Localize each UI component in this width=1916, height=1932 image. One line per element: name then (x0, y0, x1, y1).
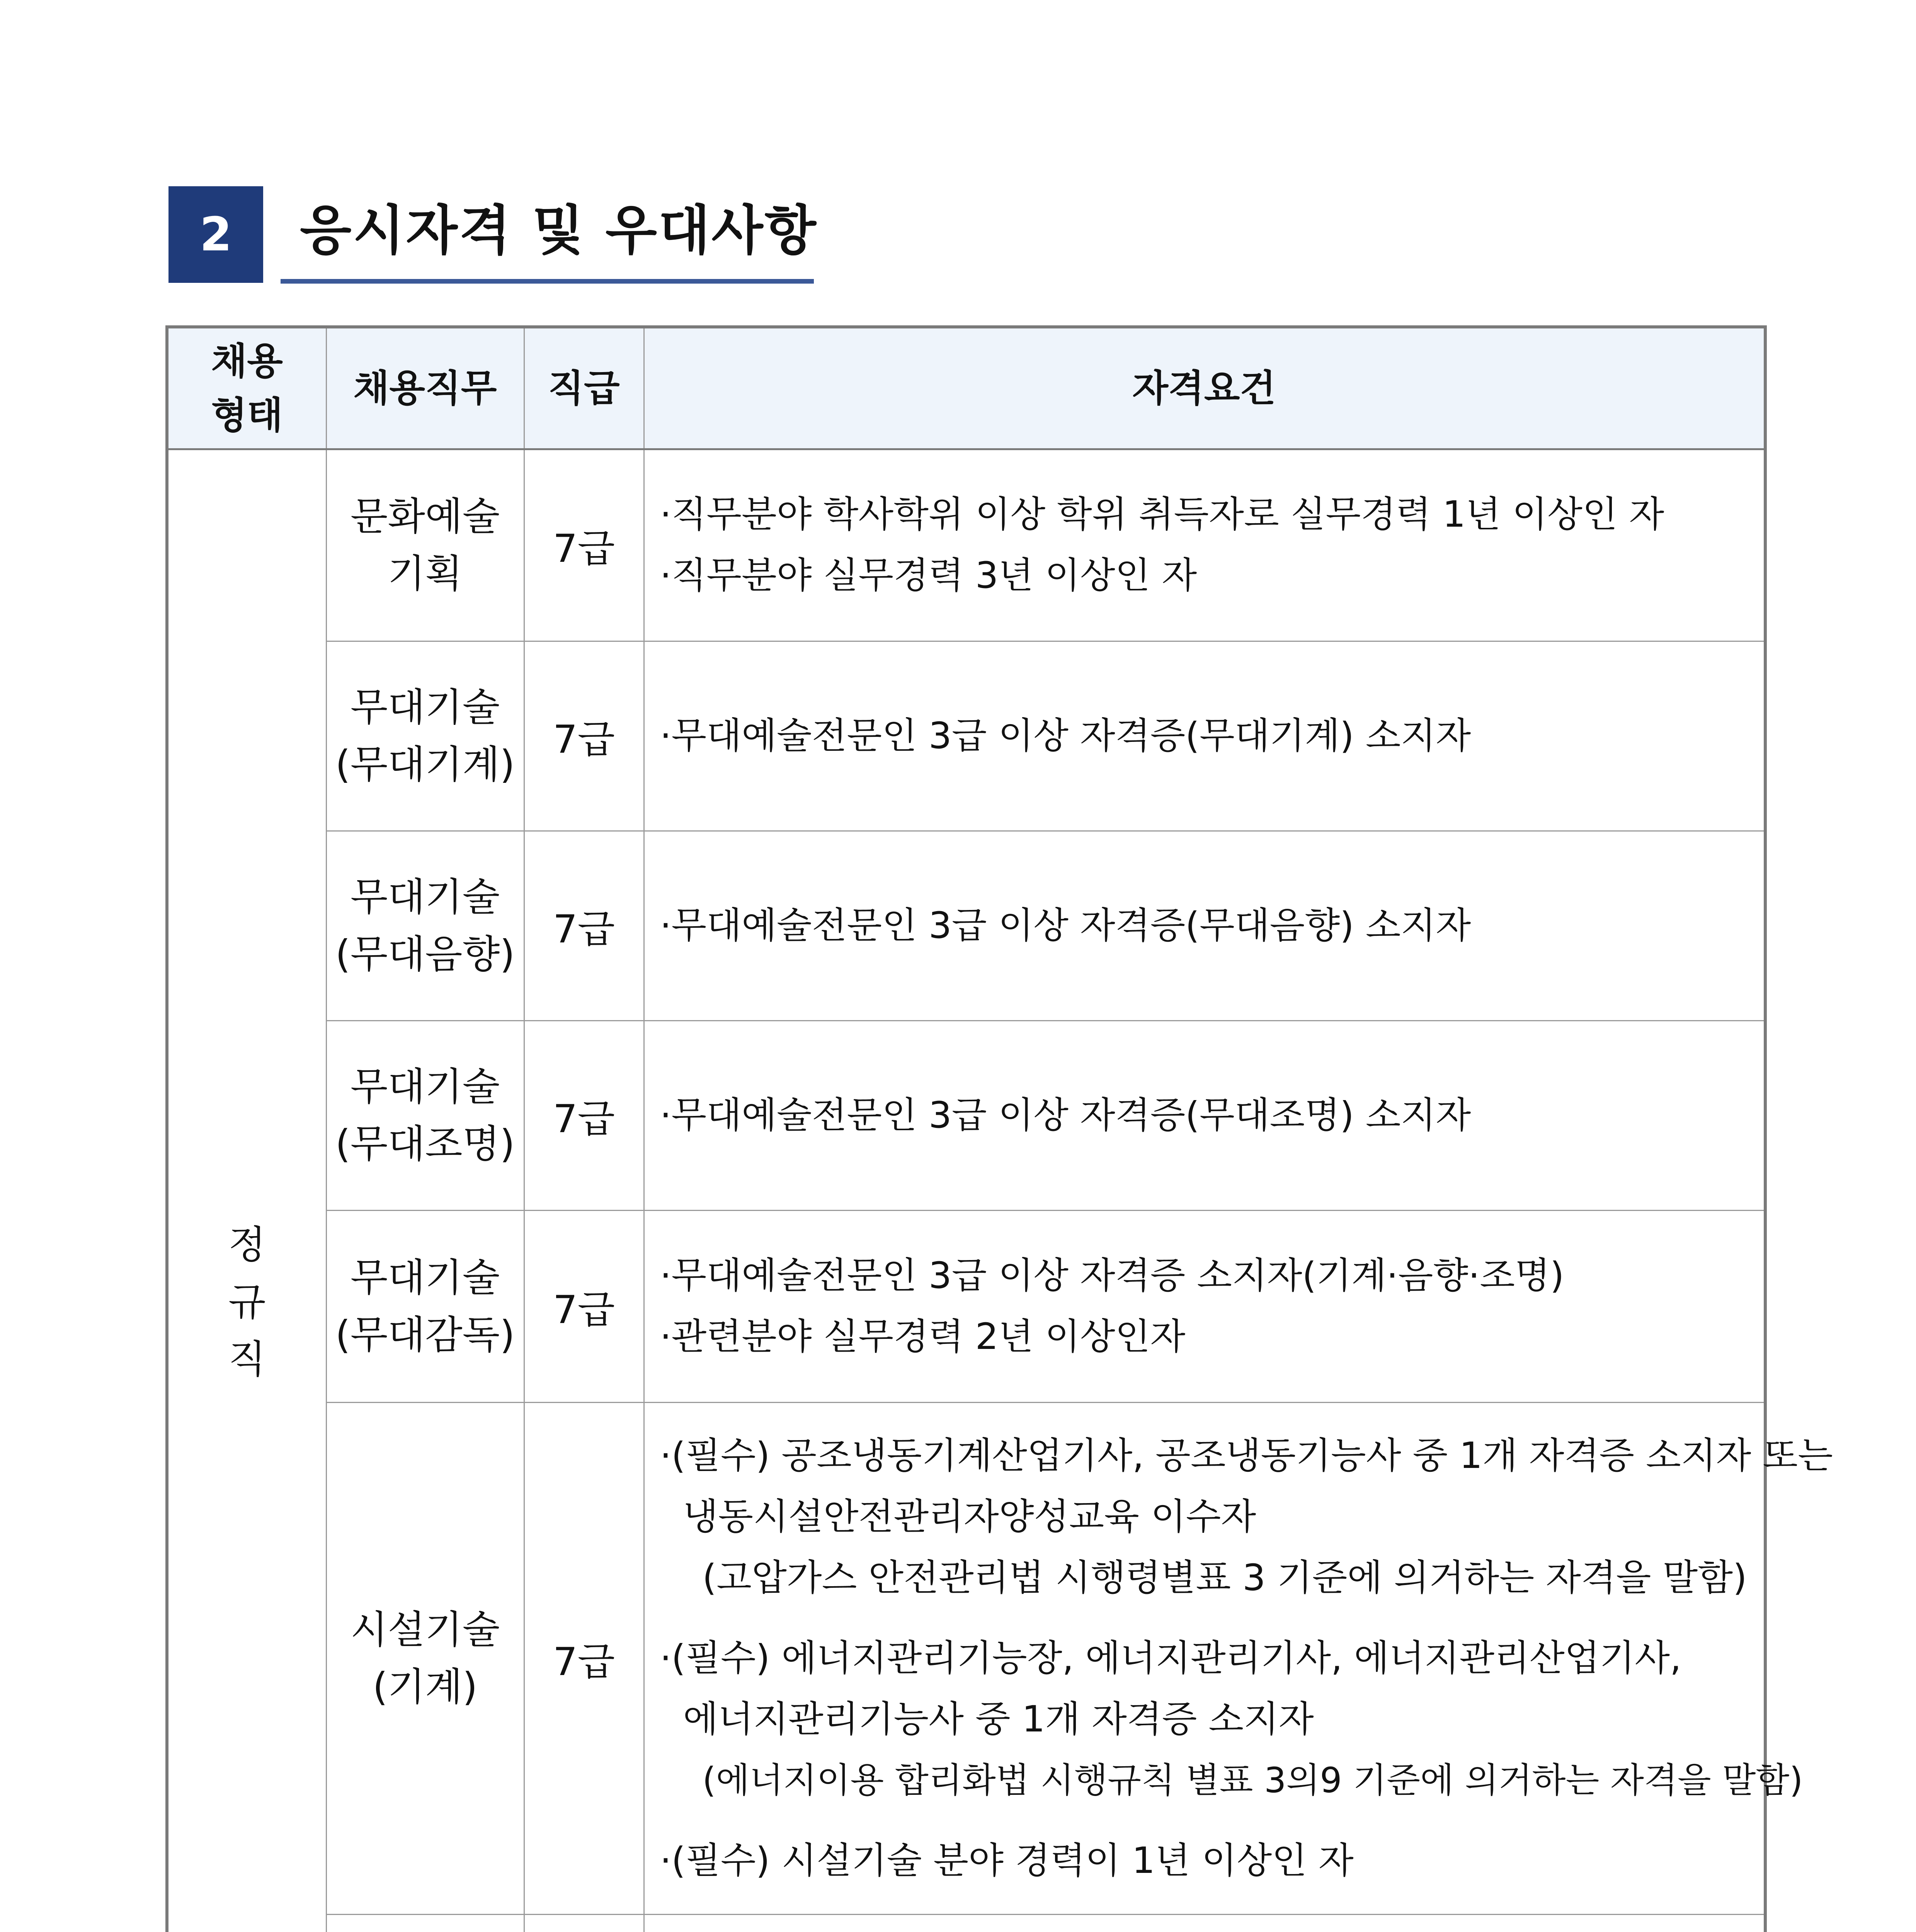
job-name: 문화예술 (350, 494, 500, 539)
job-detail: (무대음향) (335, 931, 515, 977)
requirement-note: (고압가스 안전관리법 시행령별표 3 기준에 의거하는 자격을 말함) (702, 1557, 1747, 1599)
requirement-line: ·무대예술전문인 3급 이상 자격증 소지자(기계·음향·조명) (660, 1255, 1564, 1297)
table-row (167, 1915, 1765, 1932)
job-name: 무대기술 (350, 1255, 500, 1301)
grade-cell: 7급 (524, 641, 644, 831)
job-detail: (무대기계) (335, 742, 515, 787)
table-header-row (167, 327, 1765, 449)
section-title: 응시자격 및 우대사항 (300, 199, 818, 262)
requirement-line: ·무대예술전문인 3급 이상 자격증(무대음향) 소지자 (660, 904, 1471, 947)
job-name: 무대기술 (350, 874, 500, 920)
requirement-line: 에너지관리기능사 중 1개 자격증 소지자 (683, 1698, 1314, 1741)
grade-cell (524, 1915, 644, 1932)
employment-type-regular (167, 449, 326, 1932)
table-row (167, 831, 1765, 1020)
regular-type-char: 규 (228, 1279, 266, 1325)
job-name: 시설기술 (350, 1607, 500, 1653)
requirement-line: ·관련분야 실무경력 2년 이상인자 (660, 1316, 1186, 1358)
grade-cell: 7급 (524, 1020, 644, 1210)
grade-cell: 7급 (524, 449, 644, 641)
job-name: 무대기술 (350, 1064, 500, 1109)
requirement-note: (에너지이용 합리화법 시행규칙 별표 3의9 기준에 의거하는 자격을 말함) (702, 1760, 1803, 1801)
table-row (167, 1210, 1765, 1402)
header-type-line2: 형태 (211, 393, 283, 437)
requirements-cell (644, 1210, 1765, 1402)
job-cell (326, 449, 524, 641)
header-employment-type (167, 327, 326, 449)
requirements-cell (644, 1915, 1765, 1932)
job-detail: (기계) (373, 1664, 478, 1710)
job-cell (326, 831, 524, 1020)
table-row (167, 1020, 1765, 1210)
grade-cell: 7급 (524, 1403, 644, 1915)
requirement-line: ·(필수) 시설기술 분야 경력이 1년 이상인 자 (660, 1840, 1354, 1882)
table-row (167, 1403, 1765, 1915)
job-cell (326, 1403, 524, 1915)
requirement-line: 냉동시설안전관리자양성교육 이수자 (683, 1496, 1256, 1538)
regular-type-char: 직 (228, 1336, 266, 1382)
requirements-cell (644, 449, 1765, 641)
requirement-line: ·(필수) 에너지관리기능장, 에너지관리기사, 에너지관리산업기사, (660, 1637, 1681, 1680)
header-type-line1: 채용 (211, 339, 283, 383)
requirement-line: ·(필수) 공조냉동기계산업기사, 공조냉동기능사 중 1개 자격증 소지자 또는 (660, 1435, 1833, 1477)
section-title-underline (281, 279, 814, 284)
grade-cell: 7급 (524, 1210, 644, 1402)
requirements-cell (644, 831, 1765, 1020)
grade-cell: 7급 (524, 831, 644, 1020)
requirements-cell (644, 1020, 1765, 1210)
job-cell (326, 1210, 524, 1402)
requirement-line: ·무대예술전문인 3급 이상 자격증(무대기계) 소지자 (660, 714, 1471, 757)
table-row (167, 641, 1765, 831)
job-detail: 기획 (388, 551, 463, 597)
requirement-line: ·직무분야 실무경력 3년 이상인 자 (660, 554, 1197, 597)
header-job: 채용직무 (326, 327, 524, 449)
job-cell (326, 1020, 524, 1210)
job-name: 무대기술 (350, 684, 500, 730)
requirement-line: ·직무분야 학사학위 이상 학위 취득자로 실무경력 1년 이상인 자 (660, 493, 1664, 536)
header-grade: 직급 (524, 327, 644, 449)
table-row (167, 449, 1765, 641)
requirement-line: ·무대예술전문인 3급 이상 자격증(무대조명) 소지자 (660, 1094, 1471, 1136)
job-cell (326, 1915, 524, 1932)
requirements-table (165, 325, 1833, 1932)
job-detail: (무대감독) (335, 1312, 515, 1358)
job-cell (326, 641, 524, 831)
header-requirements: 자격요건 (644, 327, 1765, 449)
job-detail: (무대조명) (335, 1121, 515, 1167)
requirements-cell (644, 1403, 1833, 1915)
section-number: 2 (168, 186, 263, 283)
regular-type-char: 정 (228, 1222, 266, 1267)
requirements-cell (644, 641, 1765, 831)
